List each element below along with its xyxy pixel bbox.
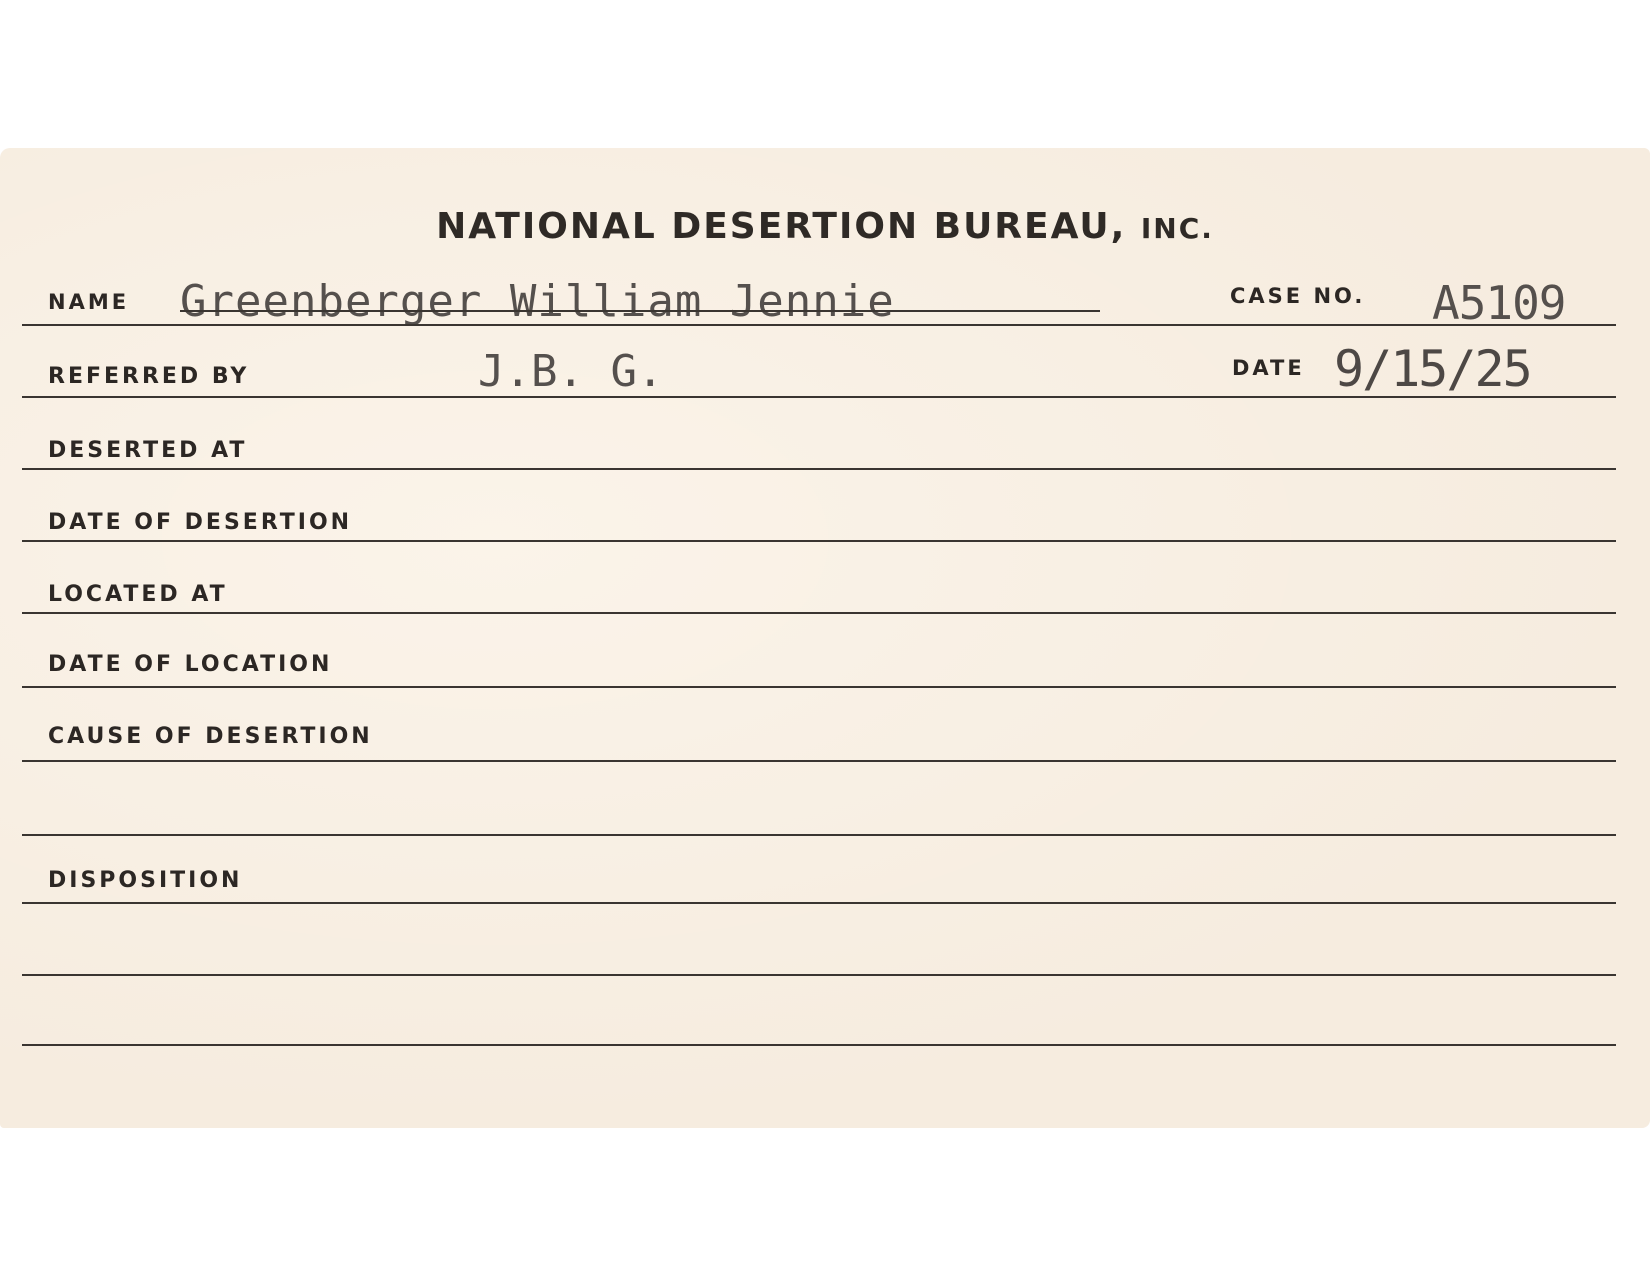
- disposition-line-3: [22, 1044, 1616, 1046]
- disposition-line-2: [22, 974, 1616, 976]
- card-title: [0, 206, 1650, 247]
- date-of-desertion-label: DATE OF DESERTION: [48, 510, 353, 535]
- date-of-location-label: DATE OF LOCATION: [48, 652, 333, 677]
- deserted-at-line: [22, 468, 1616, 470]
- case-no-strikethrough: [1432, 324, 1616, 326]
- referred-by-line: [22, 396, 1616, 398]
- deserted-at-label: DESERTED AT: [48, 438, 248, 463]
- bureau-name: NATIONAL DESERTION BUREAU,: [436, 206, 1127, 247]
- name-strikethrough: [180, 310, 1100, 312]
- cause-of-desertion-label: CAUSE OF DESERTION: [48, 724, 373, 749]
- name-value: Greenberger William Jennie: [180, 276, 895, 327]
- disposition-line: [22, 902, 1616, 904]
- name-label: NAME: [48, 290, 130, 314]
- referred-by-value: J.B. G.: [478, 346, 664, 397]
- referred-by-label: REFERRED BY: [48, 364, 250, 389]
- cause-of-desertion-line-2: [22, 834, 1616, 836]
- index-card: [0, 148, 1650, 1128]
- date-of-location-line: [22, 686, 1616, 688]
- disposition-label: DISPOSITION: [48, 868, 243, 893]
- case-no-label: CASE NO.: [1230, 284, 1366, 308]
- date-value: 9/15/25: [1334, 340, 1531, 398]
- case-no-value: A5109: [1432, 276, 1566, 330]
- bureau-suffix: INC.: [1140, 212, 1214, 245]
- located-at-label: LOCATED AT: [48, 582, 228, 607]
- date-label: DATE: [1232, 356, 1305, 380]
- cause-of-desertion-line: [22, 760, 1616, 762]
- name-line: [22, 324, 1616, 326]
- date-of-desertion-line: [22, 540, 1616, 542]
- located-at-line: [22, 612, 1616, 614]
